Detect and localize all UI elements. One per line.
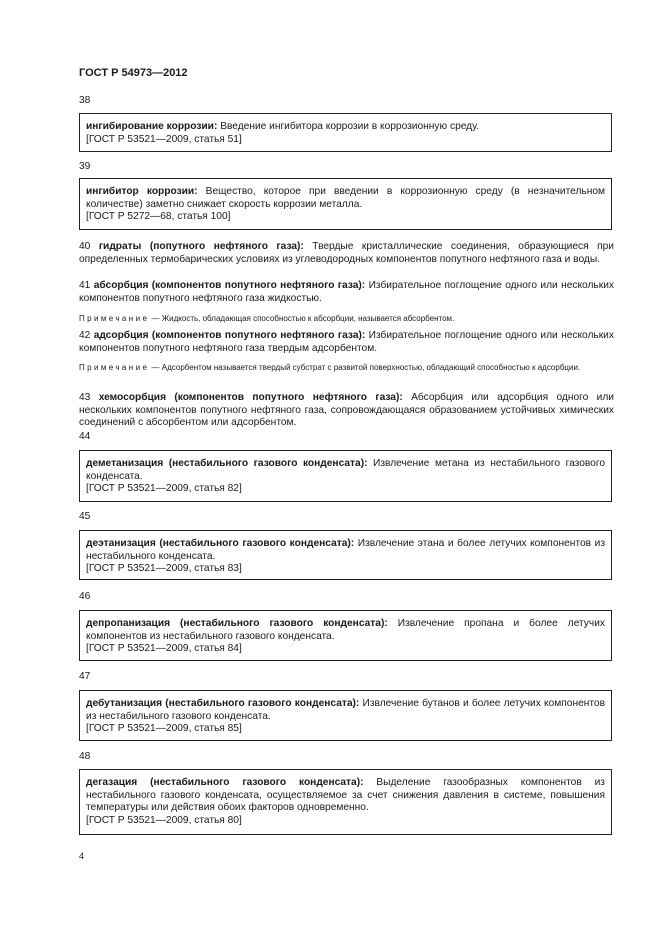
note-text: — Адсорбентом называется твердый субстрат с развитой поверхностью, обладающий способностью к адсорбции. — [151, 363, 581, 372]
note-41 — [79, 313, 614, 324]
term: ингибитор коррозии: — [86, 186, 198, 197]
term-box-45 — [79, 530, 612, 580]
term: деметанизация (нестабильного газового конденсата): — [86, 458, 368, 469]
term-box-48 — [79, 769, 612, 835]
term-box-39 — [79, 178, 612, 230]
source-reference: [ГОСТ Р 53521—2009, статья 84] — [86, 643, 242, 655]
definition: Избирательное поглощение одного или нескольких компонентов попутного нефтяного газа твердым адсорбентом. — [79, 330, 614, 354]
definition: Твердые кристаллические соединения, образующиеся при определенных термобарических условиях из углеводородных компонентов попутного нефтяного газа и воды. — [79, 241, 614, 265]
term-box-47 — [79, 690, 612, 741]
definition: Извлечение метана из нестабильного газового конденсата. — [86, 458, 605, 482]
entry-number: 44 — [79, 431, 91, 442]
term: адсорбция (компонентов попутного нефтяного газа): — [93, 330, 366, 341]
definition: Извлечение этана и более летучих компонентов из нестабильного конденсата. — [86, 538, 605, 562]
source-reference: [ГОСТ Р 53521—2009, статья 51] — [86, 133, 242, 145]
note-label: Примечание — [79, 363, 150, 372]
term: дегазация (нестабильного газового конденсата): — [86, 777, 364, 788]
page-number: 4 — [79, 851, 85, 861]
entry-number: 40 — [79, 241, 91, 252]
term: деэтанизация (нестабильного газового конденсата): — [86, 538, 355, 549]
term-box-46 — [79, 610, 612, 661]
definition: Выделение газообразных компонентов из нестабильного газового конденсата, осуществляемое за счет снижения давления в системе, повышения температуры или действия обоих факторов одновременно. — [86, 777, 605, 814]
term-entry-40 — [79, 241, 614, 266]
term-box-38 — [79, 113, 612, 152]
note-42 — [79, 362, 614, 373]
term: хемосорбция (компонентов попутного нефтяного газа): — [98, 392, 403, 403]
term-entry-43 — [79, 392, 614, 430]
entry-number: 38 — [79, 95, 91, 106]
source-reference: [ГОСТ Р 53521—2009, статья 82] — [86, 483, 242, 495]
entry-number: 47 — [79, 671, 91, 682]
term: гидраты (попутного нефтяного газа): — [98, 241, 304, 252]
definition: Абсорбция или адсорбция одного или нескольких компонентов попутного нефтяного газа, сопровождающаяся образованием устойчивых химических соединений с абсорбентом или адсорбентом. — [79, 392, 614, 429]
note-text: — Жидкость, обладающая способностью к абсорбции, называется абсорбентом. — [151, 314, 455, 323]
term: абсорбция (компонентов попутного нефтяного газа): — [93, 280, 366, 291]
source-reference: [ГОСТ Р 53521—2009, статья 83] — [86, 563, 242, 575]
source-reference: [ГОСТ Р 5272—68, статья 100] — [86, 211, 231, 223]
entry-number: 41 — [79, 280, 91, 291]
note-label: Примечание — [79, 314, 150, 323]
entry-number: 45 — [79, 511, 91, 522]
term-box-44 — [79, 450, 612, 502]
term: дебутанизация (нестабильного газового конденсата): — [86, 698, 360, 709]
entry-number: 48 — [79, 751, 91, 762]
definition: Извлечение пропана и более летучих компонентов из нестабильного газового конденсата. — [86, 618, 605, 642]
definition: Избирательное поглощение одного или нескольких компонентов попутного нефтяного газа жидкостью. — [79, 280, 614, 304]
entry-number: 46 — [79, 591, 91, 602]
source-reference: [ГОСТ Р 53521—2009, статья 85] — [86, 723, 242, 735]
document-header: ГОСТ Р 54973—2012 — [79, 67, 188, 79]
entry-number: 39 — [79, 161, 91, 172]
term: ингибирование коррозии: — [86, 121, 218, 132]
definition: Вещество, которое при введении в коррозионную среду (в незначительном количестве) заметно снижает скорость коррозии металла. — [86, 186, 605, 210]
definition: Извлечение бутанов и более летучих компонентов из нестабильного газового конденсата. — [86, 698, 605, 722]
term: депропанизация (нестабильного газового конденсата): — [86, 618, 388, 629]
source-reference: [ГОСТ Р 53521—2009, статья 80] — [86, 814, 242, 826]
definition: Введение ингибитора коррозии в коррозионную среду. — [220, 121, 480, 132]
entry-number: 43 — [79, 392, 91, 403]
term-entry-41 — [79, 280, 614, 305]
entry-number: 42 — [79, 330, 91, 341]
term-entry-42 — [79, 330, 614, 355]
